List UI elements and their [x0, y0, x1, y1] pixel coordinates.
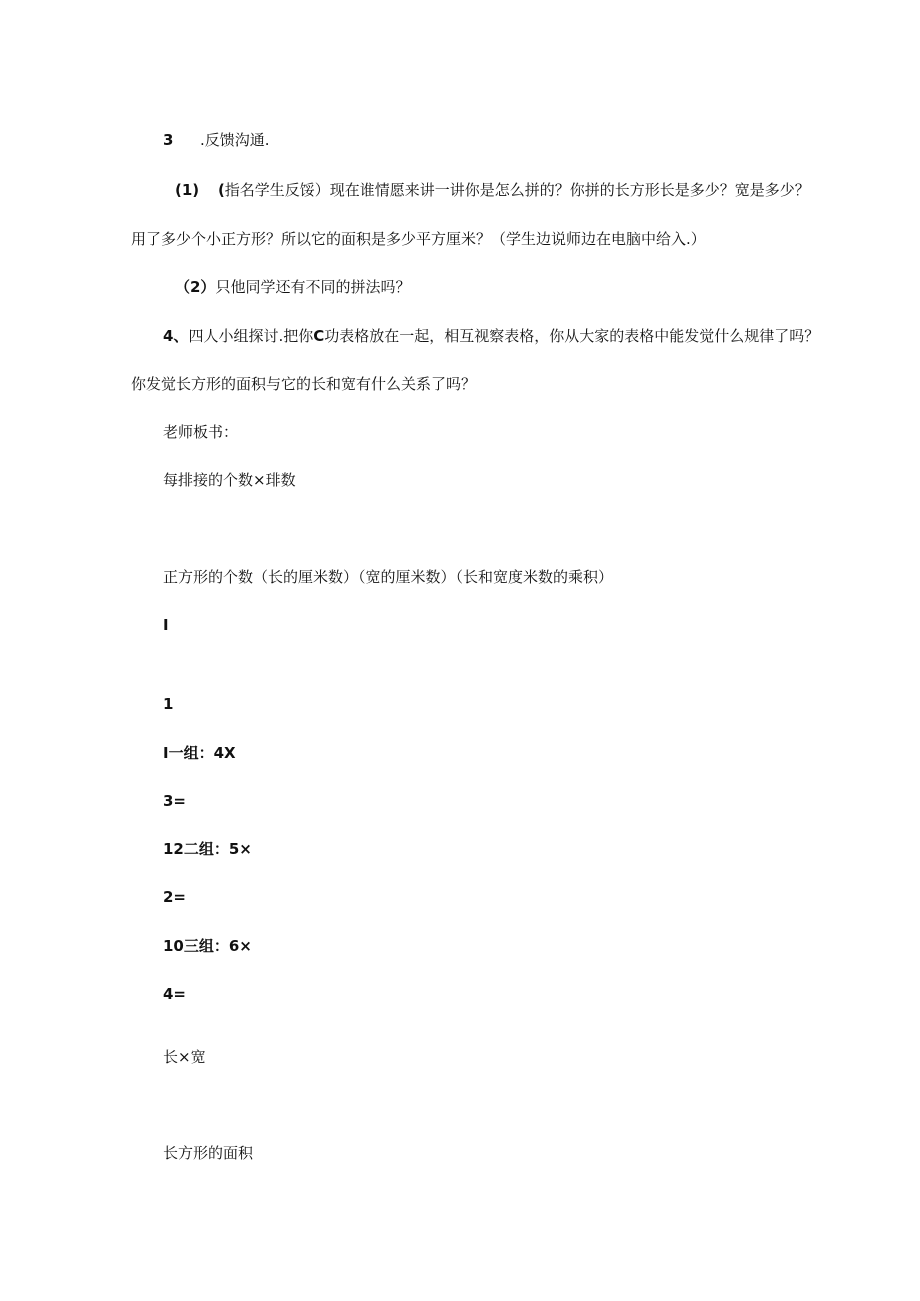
- section-4-line-2: 你发觉长方形的面积与它的长和宽有什么关系了吗？: [131, 375, 477, 393]
- board-row-10: 长方形的面积: [163, 1144, 254, 1162]
- section-4-line-1: [163, 326, 819, 346]
- section-4-text-b: C: [313, 327, 325, 345]
- board-row-3: I一组：4X: [163, 744, 236, 762]
- board-row-7: 10三组：6×: [163, 937, 252, 955]
- item-2-text: 只他同学还有不同的拼法吗？: [215, 278, 411, 296]
- board-row-1: I: [163, 616, 169, 634]
- item-1-line-1: [175, 180, 810, 200]
- section-3-title: .反馈沟通.: [200, 131, 270, 149]
- item-2-label: （2）: [175, 278, 216, 296]
- item-1-label: (1): [175, 181, 200, 199]
- section-4-text-c: 功表格放在一起，相互视察表格，你从大家的表格中能发觉什么规律了吗？: [324, 327, 820, 345]
- board-row-6: 2=: [163, 888, 187, 906]
- item-1-text-1: 指名学生反馁）现在谁情愿来讲一讲你是怎么拼的？你拼的长方形长是多少？宽是多少？: [224, 181, 810, 199]
- board-row-5: 12二组：5×: [163, 840, 252, 858]
- board-formula: 每排接的个数×琲数: [163, 471, 296, 489]
- item-1-line-2: 用了多少个小正方形？所以它的面积是多少平方厘米？（学生边说师边在电脑中给入.）: [131, 230, 706, 248]
- board-row-4: 3=: [163, 792, 187, 810]
- board-headers: 正方形的个数（长的厘米数）（宽的厘米数）（长和宽度米数的乘积）: [163, 568, 614, 586]
- board-row-8: 4=: [163, 985, 187, 1003]
- board-row-2: 1: [163, 695, 174, 713]
- board-row-9: 长×宽: [163, 1048, 206, 1066]
- item-1-bracket: (: [217, 181, 225, 199]
- board-title: 老师板书：: [163, 423, 239, 441]
- section-3-number: 3: [163, 131, 174, 149]
- section-4-text-a: 四人小组探讨.把你: [188, 327, 314, 345]
- section-4-label: 4、: [163, 327, 189, 345]
- item-2: [175, 277, 410, 297]
